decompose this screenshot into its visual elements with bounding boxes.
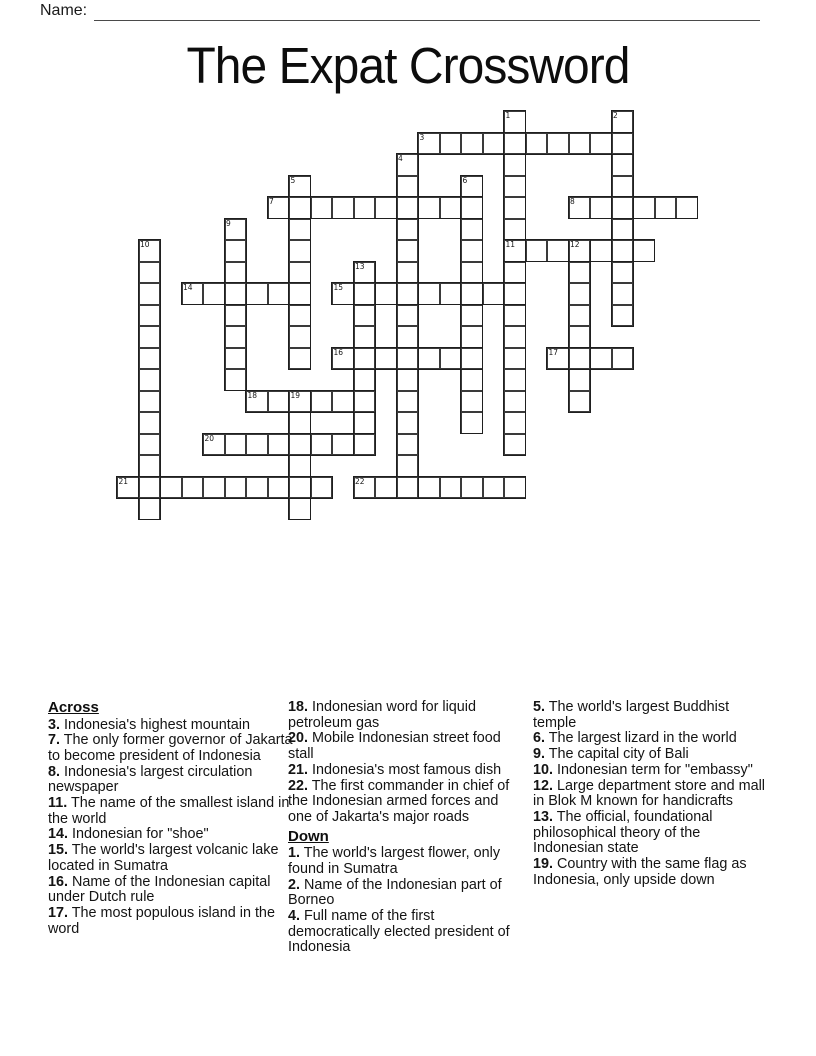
- grid-cell: [397, 219, 419, 241]
- clue-column-3: [533, 700, 767, 888]
- grid-cell: [483, 477, 505, 499]
- grid-cell: [354, 305, 376, 327]
- cell-number: 5: [290, 175, 296, 185]
- grid-cell: [375, 348, 397, 370]
- grid-cell: [139, 326, 161, 348]
- grid-cell: [418, 348, 440, 370]
- clue-number: 18.: [288, 699, 309, 715]
- grid-cell: [504, 262, 526, 284]
- grid-cell: [547, 240, 569, 262]
- grid-cell: [225, 262, 247, 284]
- grid-cell: [461, 219, 483, 241]
- clue-across-8: 8. Indonesia's largest circulation newspaper: [48, 763, 253, 796]
- grid-cell: [504, 305, 526, 327]
- cell-number: 8: [570, 197, 575, 206]
- clue-number: 22.: [288, 777, 309, 794]
- grid-cell: [440, 477, 462, 499]
- grid-cell: [225, 326, 247, 348]
- clue-number: 2.: [288, 876, 301, 893]
- grid-cell: [461, 369, 483, 391]
- grid-cell: [289, 240, 311, 262]
- grid-cell: [225, 477, 247, 499]
- cell-number: 10: [140, 240, 150, 249]
- cell-number: 14: [183, 283, 193, 292]
- grid-cell: [354, 197, 376, 219]
- clue-across-21: 21. Indonesia's most famous dish: [288, 761, 502, 778]
- grid-cell: [612, 283, 634, 305]
- cell-number: 2: [613, 111, 618, 120]
- clue-across-22: 22. The first commander in chief of the Indonesian armed forces and one of Jakarta's major roads: [288, 777, 510, 825]
- grid-cell: [590, 240, 612, 262]
- clue-down-6: 6. The largest lizard in the world: [533, 730, 737, 747]
- grid-cell: [289, 262, 311, 284]
- grid-cell: [612, 197, 634, 219]
- grid-cell: [461, 305, 483, 327]
- clue-number: 14.: [48, 826, 69, 843]
- grid-cell: [225, 348, 247, 370]
- grid-cell: [160, 477, 182, 499]
- grid-cell: [612, 176, 634, 198]
- grid-cell: [397, 197, 419, 219]
- grid-cell: [246, 477, 268, 499]
- grid-cell: [633, 240, 655, 262]
- grid-cell: [332, 434, 354, 456]
- cell-number: 11: [505, 240, 516, 249]
- grid-cell: [225, 283, 247, 305]
- grid-cell: [418, 197, 440, 219]
- grid-cell: [268, 477, 290, 499]
- clue-down-13: 13. The official, foundational philosophical theory of the Indonesian state: [533, 808, 713, 857]
- grid-cell: [504, 477, 526, 499]
- grid-cell: [397, 240, 419, 262]
- clue-number: 20.: [288, 730, 309, 747]
- grid-cell: [633, 197, 655, 219]
- grid-cell: [461, 262, 483, 284]
- grid-cell: [397, 348, 419, 370]
- grid-cell: [139, 477, 161, 499]
- grid-cell: [461, 283, 483, 305]
- name-label: Name:: [40, 2, 88, 19]
- clue-across-7: 7. The only former governor of Jakarta to become president of Indonesia: [48, 732, 293, 764]
- grid-cell: [504, 348, 526, 370]
- grid-cell: [289, 326, 311, 348]
- clue-down-9: 9. The capital city of Bali: [533, 746, 689, 763]
- grid-cell: [397, 283, 419, 305]
- clue-across-17: 17. The most populous island in the word: [48, 904, 275, 937]
- grid-cell: [397, 455, 419, 477]
- grid-cell: [569, 305, 591, 327]
- grid-cell: [504, 154, 526, 176]
- grid-cell: [225, 240, 247, 262]
- clue-across-18: 18. Indonesian word for liquid petroleum gas: [288, 699, 477, 731]
- grid-cell: [332, 197, 354, 219]
- clues-heading-across: Across: [48, 699, 99, 716]
- grid-cell: [504, 133, 526, 155]
- grid-cell: [289, 477, 311, 499]
- grid-cell: [504, 326, 526, 348]
- grid-cell: [139, 498, 161, 520]
- clues-heading-down: Down: [288, 827, 329, 845]
- grid-cell: [139, 305, 161, 327]
- grid-cell: [397, 369, 419, 391]
- grid-cell: [590, 133, 612, 155]
- clue-down-4: 4. Full name of the first democratically elected president of Indonesia: [288, 907, 510, 956]
- grid-cell: [139, 283, 161, 305]
- grid-cell: [289, 498, 311, 520]
- cell-number: 15: [333, 283, 344, 292]
- grid-cell: [225, 305, 247, 327]
- grid-cell: [182, 477, 204, 499]
- clue-number: 11.: [48, 795, 68, 812]
- grid-cell: [289, 219, 311, 241]
- grid-cell: [676, 197, 698, 219]
- cell-number: 4: [398, 154, 403, 163]
- clue-number: 1.: [288, 845, 301, 862]
- grid-cell: [375, 197, 397, 219]
- grid-cell: [569, 348, 591, 370]
- clue-across-20: 20. Mobile Indonesian street food stall: [288, 730, 501, 763]
- grid-cell: [397, 477, 419, 499]
- grid-cell: [375, 477, 397, 499]
- cell-number: 20: [204, 433, 215, 443]
- grid-cell: [289, 434, 311, 456]
- grid-cell: [203, 283, 225, 305]
- grid-cell: [354, 369, 376, 391]
- grid-cell: [139, 369, 161, 391]
- clue-down-2: 2. Name of the Indonesian part of Borneo: [288, 876, 502, 909]
- clue-across-14: 14. Indonesian for "shoe": [48, 826, 209, 843]
- clue-number: 3.: [48, 716, 61, 733]
- clue-number: 5.: [533, 699, 546, 715]
- grid-cell: [354, 412, 376, 434]
- grid-cell: [461, 197, 483, 219]
- grid-cell: [203, 477, 225, 499]
- grid-cell: [655, 197, 677, 219]
- clue-across-16: 16. Name of the Indonesian capital under Dutch rule: [48, 873, 271, 906]
- grid-cell: [139, 262, 161, 284]
- grid-cell: [526, 133, 548, 155]
- grid-cell: [612, 305, 634, 327]
- clue-across-3: 3. Indonesia's highest mountain: [48, 716, 250, 733]
- grid-cell: [139, 455, 161, 477]
- grid-cell: [246, 434, 268, 456]
- clue-number: 4.: [288, 907, 301, 924]
- cell-number: 16: [333, 347, 344, 357]
- grid-cell: [612, 219, 634, 241]
- grid-cell: [590, 348, 612, 370]
- grid-cell: [397, 434, 419, 456]
- grid-cell: [461, 326, 483, 348]
- clue-down-1: 1. The world's largest flower, only found in Sumatra: [288, 845, 501, 877]
- grid-cell: [526, 240, 548, 262]
- cell-number: 17: [548, 347, 559, 357]
- grid-cell: [440, 348, 462, 370]
- grid-cell: [504, 412, 526, 434]
- grid-cell: [569, 133, 591, 155]
- cell-number: 13: [355, 261, 365, 271]
- page-title: The Expat Crossword: [186, 37, 630, 94]
- grid-cell: [225, 434, 247, 456]
- cell-number: 9: [226, 218, 231, 228]
- grid-cell: [139, 348, 161, 370]
- clue-number: 7.: [48, 732, 61, 749]
- clue-number: 16.: [48, 873, 69, 890]
- grid-cell: [397, 391, 419, 413]
- grid-cell: [504, 369, 526, 391]
- cell-number: 12: [570, 240, 580, 249]
- grid-cell: [461, 240, 483, 262]
- clue-down-10: 10. Indonesian term for "embassy": [533, 761, 753, 778]
- grid-cell: [612, 240, 634, 262]
- cell-number: 21: [118, 476, 129, 486]
- clue-across-15: 15. The world's largest volcanic lake located in Sumatra: [48, 842, 279, 874]
- grid-cell: [268, 283, 290, 305]
- grid-cell: [461, 412, 483, 434]
- clue-number: 8.: [48, 763, 61, 780]
- grid-cell: [483, 133, 505, 155]
- grid-cell: [397, 176, 419, 198]
- cell-number: 19: [290, 390, 301, 400]
- clue-column-1: [48, 700, 294, 937]
- grid-cell: [139, 412, 161, 434]
- grid-cell: [225, 369, 247, 391]
- clue-number: 21.: [288, 761, 309, 778]
- grid-cell: [354, 348, 376, 370]
- grid-cell: [612, 133, 634, 155]
- grid-cell: [569, 283, 591, 305]
- grid-cell: [461, 133, 483, 155]
- grid-cell: [397, 326, 419, 348]
- clue-number: 10.: [533, 761, 554, 778]
- grid-cell: [289, 348, 311, 370]
- cell-number: 7: [269, 197, 274, 206]
- grid-cell: [354, 283, 376, 305]
- grid-cell: [612, 154, 634, 176]
- grid-cell: [440, 197, 462, 219]
- grid-cell: [418, 283, 440, 305]
- grid-cell: [289, 412, 311, 434]
- grid-cell: [461, 477, 483, 499]
- grid-cell: [504, 391, 526, 413]
- grid-cell: [268, 434, 290, 456]
- grid-cell: [311, 197, 333, 219]
- grid-cell: [483, 283, 505, 305]
- grid-cell: [612, 262, 634, 284]
- clue-number: 12.: [533, 777, 554, 794]
- crossword-grid: [117, 111, 699, 521]
- clue-across-11: 11. The name of the smallest island in the world: [48, 795, 290, 827]
- cell-number: 1: [505, 111, 511, 120]
- grid-cell: [397, 262, 419, 284]
- grid-cell: [375, 283, 397, 305]
- grid-cell: [569, 262, 591, 284]
- grid-cell: [418, 477, 440, 499]
- grid-cell: [354, 434, 376, 456]
- grid-cell: [569, 326, 591, 348]
- grid-cell: [354, 326, 376, 348]
- cell-number: 6: [462, 175, 468, 185]
- grid-cell: [504, 197, 526, 219]
- clue-down-12: 12. Large department store and mall in Blok M known for handicrafts: [533, 777, 765, 810]
- grid-cell: [246, 283, 268, 305]
- cell-number: 22: [355, 476, 365, 486]
- clue-number: 13.: [533, 808, 554, 825]
- grid-cell: [461, 391, 483, 413]
- grid-cell: [504, 219, 526, 241]
- grid-cell: [289, 455, 311, 477]
- clue-down-5: 5. The world's largest Buddhist temple: [533, 699, 730, 731]
- grid-cell: [397, 305, 419, 327]
- cell-number: 3: [419, 132, 425, 142]
- clue-number: 9.: [533, 746, 546, 763]
- grid-cell: [547, 133, 569, 155]
- grid-cell: [504, 434, 526, 456]
- grid-cell: [139, 391, 161, 413]
- grid-cell: [332, 391, 354, 413]
- grid-cell: [139, 434, 161, 456]
- grid-cell: [311, 477, 333, 499]
- grid-cell: [311, 391, 333, 413]
- cell-number: 18: [247, 390, 258, 400]
- clue-down-19: 19. Country with the same flag as Indonesia, only upside down: [533, 856, 747, 888]
- grid-cell: [289, 283, 311, 305]
- grid-cell: [397, 412, 419, 434]
- clue-column-2: [288, 700, 520, 956]
- grid-cell: [354, 391, 376, 413]
- grid-cell: [504, 283, 526, 305]
- grid-cell: [311, 434, 333, 456]
- grid-cell: [569, 391, 591, 413]
- clue-number: 15.: [48, 842, 69, 859]
- clue-number: 19.: [533, 856, 554, 873]
- grid-cell: [289, 305, 311, 327]
- grid-cell: [612, 348, 634, 370]
- grid-cell: [440, 283, 462, 305]
- grid-cell: [289, 197, 311, 219]
- grid-cell: [268, 391, 290, 413]
- grid-cell: [569, 369, 591, 391]
- grid-cell: [440, 133, 462, 155]
- clue-number: 6.: [533, 730, 546, 747]
- grid-cell: [461, 348, 483, 370]
- clue-number: 17.: [48, 904, 69, 921]
- name-fill-in-line: [94, 1, 760, 21]
- grid-cell: [590, 197, 612, 219]
- grid-cell: [504, 176, 526, 198]
